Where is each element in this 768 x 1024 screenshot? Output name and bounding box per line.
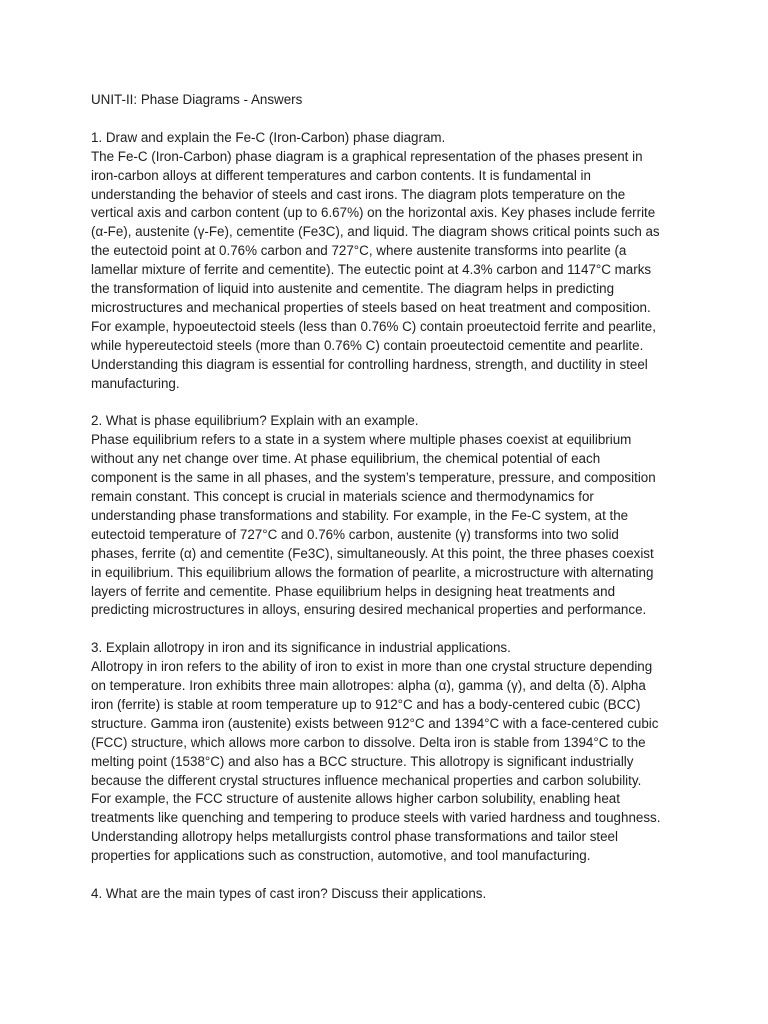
answer-line: structure. Gamma iron (austenite) exists between 912°C and 1394°C with a face-centered cubic bbox=[91, 715, 659, 731]
answer-line: the eutectoid point at 0.76% carbon and 727°C, where austenite transforms into pearlite (a bbox=[91, 243, 627, 259]
answer-line: Understanding allotropy helps metallurgists control phase transformations and tailor steel bbox=[91, 829, 618, 845]
answer-line: understanding phase transformations and stability. For example, in the Fe-C system, at the bbox=[91, 507, 629, 523]
answer-section bbox=[91, 885, 691, 904]
answer-paragraph bbox=[91, 658, 691, 866]
answer-section bbox=[91, 129, 691, 394]
question-heading: 2. What is phase equilibrium? Explain with an example. bbox=[91, 413, 419, 429]
answer-line: understanding the behavior of steels and cast irons. The diagram plots temperature on the bbox=[91, 186, 626, 202]
answer-line: melting point (1538°C) and also has a BCC structure. This allotropy is significant industrially bbox=[91, 753, 634, 769]
answer-line: remain constant. This concept is crucial in materials science and thermodynamics for bbox=[91, 489, 594, 504]
answer-line: eutectoid temperature of 727°C and 0.76% carbon, austenite (γ) transforms into two solid bbox=[91, 526, 619, 542]
answer-line: lamellar mixture of ferrite and cementite). The eutectic point at 4.3% carbon and 1147°C marks bbox=[91, 262, 652, 278]
answer-line: (FCC) structure, which allows more carbon to dissolve. Delta iron is stable from 1394°C to the bbox=[91, 734, 646, 750]
answer-line: properties for applications such as construction, automotive, and tool manufacturing. bbox=[91, 848, 591, 864]
answer-line: predicting microstructures in alloys, ensuring desired mechanical properties and performance. bbox=[91, 602, 647, 618]
answer-line: iron-carbon alloys at different temperatures and carbon contents. It is fundamental in bbox=[91, 167, 591, 183]
answer-line: the transformation of liquid into austenite and cementite. The diagram helps in predicting bbox=[91, 281, 615, 297]
answer-line: because the different crystal structures influence mechanical properties and carbon solubility. bbox=[91, 772, 642, 788]
answer-line: microstructures and mechanical properties of steels based on heat treatment and composition. bbox=[91, 299, 651, 315]
answer-paragraph bbox=[91, 431, 691, 620]
question-heading: 1. Draw and explain the Fe-C (Iron-Carbon) phase diagram. bbox=[91, 129, 446, 145]
answer-line: in equilibrium. This equilibrium allows the formation of pearlite, a microstructure with alternating bbox=[91, 564, 654, 580]
answer-line: component is the same in all phases, and the system’s temperature, pressure, and composition bbox=[91, 470, 656, 486]
answer-line: on temperature. Iron exhibits three main allotropes: alpha (α), gamma (γ), and delta (δ). Alpha bbox=[91, 678, 646, 694]
answer-line: Understanding this diagram is essential for controlling hardness, strength, and ductility in steel bbox=[91, 356, 648, 372]
answer-line: phases, ferrite (α) and cementite (Fe3C), simultaneously. At this point, the three phases coexist bbox=[91, 545, 654, 561]
question-heading: 3. Explain allotropy in iron and its significance in industrial applications. bbox=[91, 640, 511, 656]
answer-line: (α-Fe), austenite (γ-Fe), cementite (Fe3C), and liquid. The diagram shows critical points such as bbox=[91, 224, 660, 240]
document-title: UNIT-II: Phase Diagrams - Answers bbox=[91, 92, 303, 107]
answer-line: without any net change over time. At phase equilibrium, the chemical potential of each bbox=[91, 451, 601, 467]
answer-line: For example, the FCC structure of austenite allows higher carbon solubility, enabling heat bbox=[91, 791, 620, 807]
answer-line: manufacturing. bbox=[91, 375, 180, 391]
answer-line: For example, hypoeutectoid steels (less than 0.76% C) contain proeutectoid ferrite and pearlite, bbox=[91, 318, 656, 334]
document-page bbox=[91, 91, 691, 923]
answer-line: vertical axis and carbon content (up to 6.67%) on the horizontal axis. Key phases include ferrite bbox=[91, 205, 656, 221]
answer-line: The Fe-C (Iron-Carbon) phase diagram is a graphical representation of the phases present in bbox=[91, 148, 643, 164]
answer-section bbox=[91, 639, 691, 866]
answer-line: while hypereutectoid steels (more than 0.76% C) contain proeutectoid cementite and pearlite. bbox=[91, 337, 644, 353]
question-heading: 4. What are the main types of cast iron? Discuss their applications. bbox=[91, 886, 487, 901]
answer-section bbox=[91, 412, 691, 620]
document-body bbox=[91, 129, 691, 904]
answer-paragraph bbox=[91, 148, 691, 394]
answer-line: layers of ferrite and cementite. Phase equilibrium helps in designing heat treatments and bbox=[91, 583, 616, 599]
answer-line: Allotropy in iron refers to the ability of iron to exist in more than one crystal structure depending bbox=[91, 659, 653, 675]
answer-line: treatments like quenching and tempering to produce steels with varied hardness and toughness. bbox=[91, 810, 661, 826]
answer-line: iron (ferrite) is stable at room temperature up to 912°C and has a body-centered cubic (BCC) bbox=[91, 696, 641, 712]
answer-line: Phase equilibrium refers to a state in a system where multiple phases coexist at equilibrium bbox=[91, 432, 632, 448]
